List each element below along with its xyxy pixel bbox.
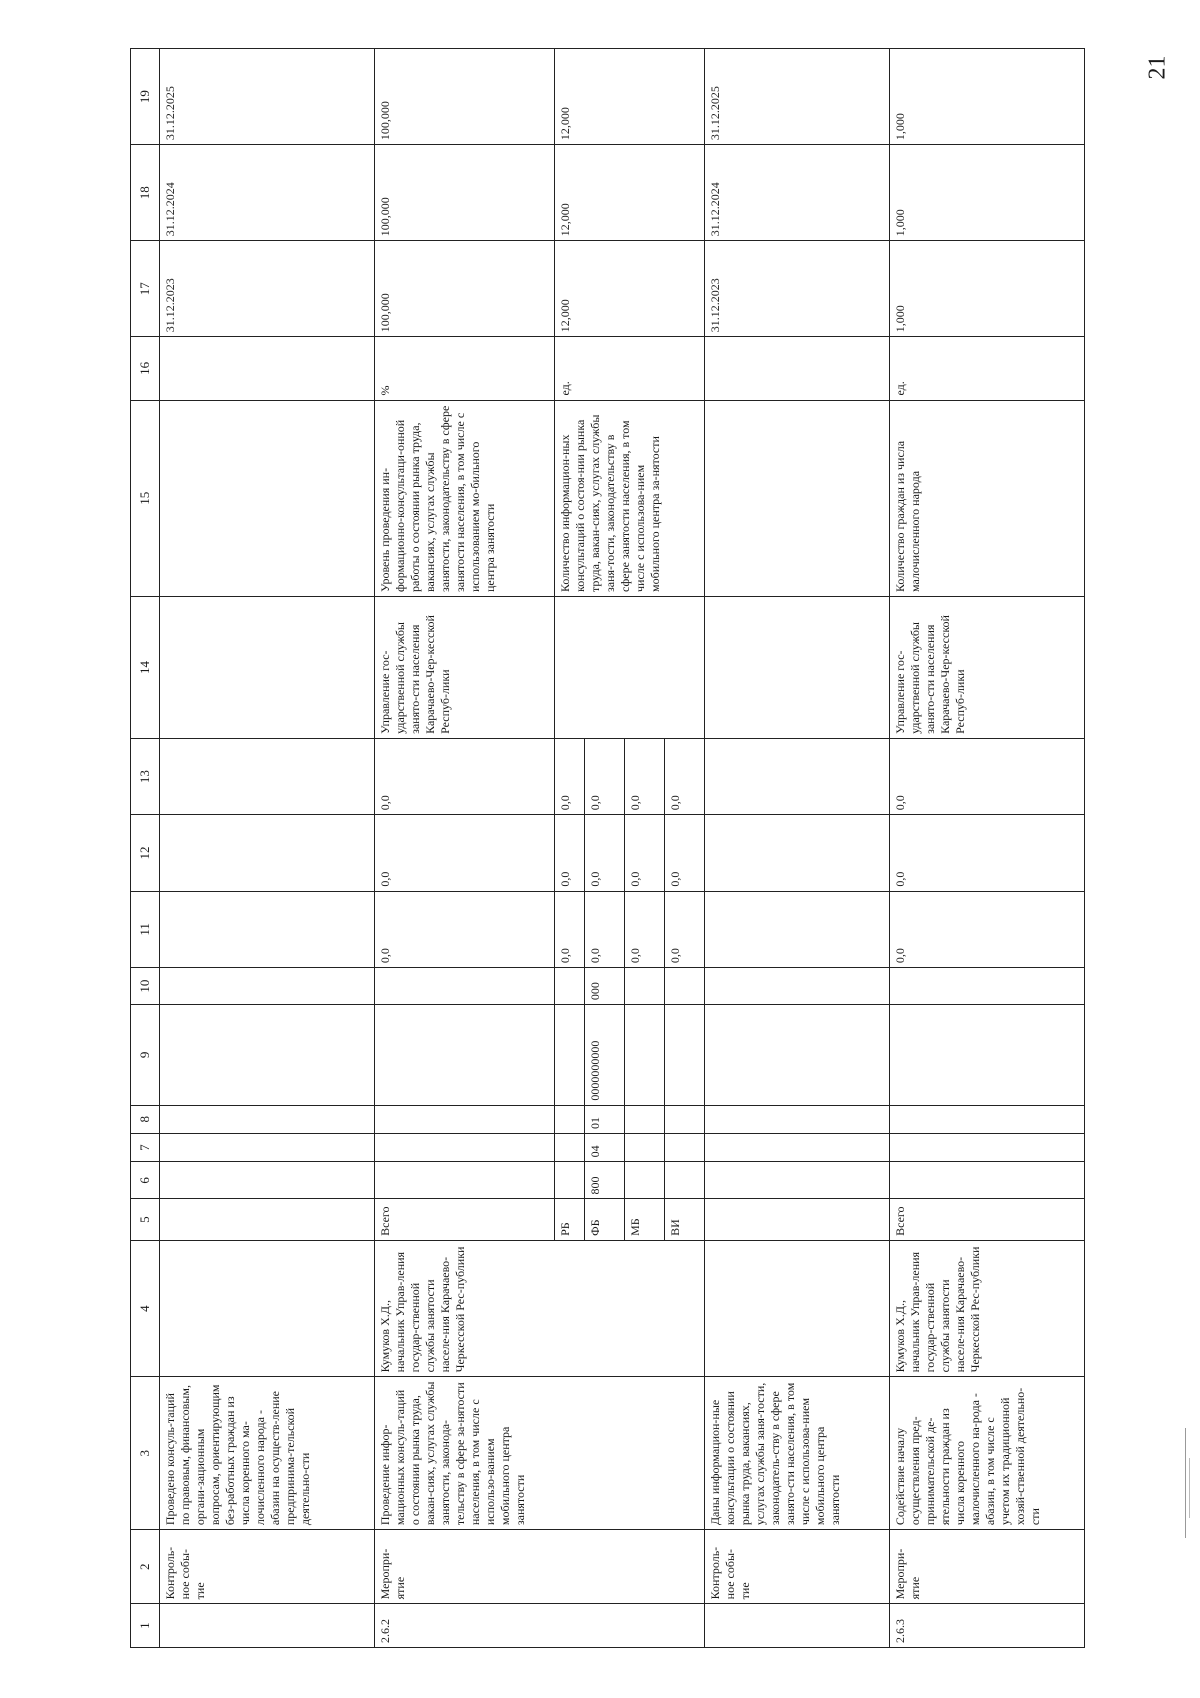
unit: ед. xyxy=(890,337,1085,400)
header-cell: 7 xyxy=(131,1133,160,1161)
value-cell: 0,0 xyxy=(585,738,625,814)
value-cell: 0,0 xyxy=(555,738,585,814)
code-cell: 800 xyxy=(585,1162,625,1199)
header-cell: 18 xyxy=(131,145,160,241)
date-cell: 31.12.2023 xyxy=(160,241,375,337)
rotated-table-container xyxy=(130,48,1080,1648)
row-name: Содействие началу осуществления пред-принимательской де-ятельности граждан из числа коренного малочисленного на-рода - абазин, в том числе с учетом их традиционной хозяй-ственной деятельно-сти xyxy=(890,1377,1085,1530)
value-cell: 12,000 xyxy=(555,241,705,337)
code-cell: 000 xyxy=(585,968,625,1005)
value-cell: 0,0 xyxy=(625,891,665,967)
row-name: Даны информацион-ные консультации о состоянии рынка труда, вакансиях, услугах службы заня-тости, законодатель-ству в сфере занято-сти населения, в том числе с использова-нием мобильного центра занятости xyxy=(705,1377,890,1530)
row-name: Проведено консуль-таций по правовым, финансовым, органи-зационным вопросам, ориентирующим без-работных граждан из числа коренного ма-лочисленного народа - абазин на осуществ-ление предпринима-тельской деятельно-сти xyxy=(160,1377,375,1530)
header-row xyxy=(131,49,160,1648)
value-cell: 0,0 xyxy=(585,815,625,891)
header-cell: 14 xyxy=(131,597,160,739)
date-cell: 31.12.2024 xyxy=(705,145,890,241)
indicator-name: Количество граждан из числа малочисленного народа xyxy=(890,400,1085,596)
executor: Управление гос-ударственной службы занято-сти населения Карачаево-Чер-кесской Респуб-лики xyxy=(375,597,555,739)
code-cell: 04 xyxy=(585,1133,625,1161)
indicator-name: Количество информацион-ных консультаций о состоя-нии рынка труда, вакан-сиях, услугах службы заня-тости, законодательству в сфере занятости населения, в том числе с использова-нием мобильного центра за-нятости xyxy=(555,400,705,596)
value-cell: 1,000 xyxy=(890,241,1085,337)
value-cell: 0,0 xyxy=(665,891,705,967)
value-cell: 0,0 xyxy=(375,738,555,814)
code-cell: 0000000000 xyxy=(585,1005,625,1105)
row-number: 2.6.3 xyxy=(890,1604,1085,1648)
scan-edge-mark xyxy=(1185,1428,1188,1538)
date-cell: 31.12.2025 xyxy=(705,49,890,145)
row-type: Контроль-ное собы-тие xyxy=(705,1530,890,1604)
value-cell: 0,0 xyxy=(375,815,555,891)
header-cell: 2 xyxy=(131,1530,160,1604)
value-cell: 0,0 xyxy=(625,815,665,891)
header-cell: 19 xyxy=(131,49,160,145)
value-cell: 0,0 xyxy=(375,891,555,967)
header-cell: 10 xyxy=(131,968,160,1005)
header-cell: 12 xyxy=(131,815,160,891)
row-number: 2.6.2 xyxy=(375,1604,705,1648)
value-cell: 0,0 xyxy=(665,738,705,814)
value-cell: 0,0 xyxy=(555,891,585,967)
header-cell: 5 xyxy=(131,1199,160,1240)
header-cell: 13 xyxy=(131,738,160,814)
row-type: Меропри-ятие xyxy=(375,1530,705,1604)
funding-source: Всего xyxy=(375,1199,555,1240)
row-type: Меропри-ятие xyxy=(890,1530,1085,1604)
table-row xyxy=(375,49,555,1648)
funding-source: МБ xyxy=(625,1199,665,1240)
header-cell: 9 xyxy=(131,1005,160,1105)
value-cell: 0,0 xyxy=(585,891,625,967)
table-row xyxy=(890,49,1085,1648)
header-cell: 11 xyxy=(131,891,160,967)
funding-source: РБ xyxy=(555,1199,585,1240)
page-number: 21 xyxy=(1144,55,1171,80)
header-cell: 6 xyxy=(131,1162,160,1199)
date-cell: 31.12.2024 xyxy=(160,145,375,241)
funding-source: ФБ xyxy=(585,1199,625,1240)
header-cell: 17 xyxy=(131,241,160,337)
scan-edge-mark xyxy=(1189,1458,1192,1518)
header-cell: 1 xyxy=(131,1604,160,1648)
header-cell: 3 xyxy=(131,1377,160,1530)
value-cell: 0,0 xyxy=(890,738,1085,814)
header-cell: 16 xyxy=(131,337,160,400)
value-cell: 0,0 xyxy=(555,815,585,891)
value-cell: 0,0 xyxy=(665,815,705,891)
plan-table xyxy=(130,48,1085,1648)
date-cell: 31.12.2025 xyxy=(160,49,375,145)
value-cell: 0,0 xyxy=(625,738,665,814)
row-type: Контроль-ное собы-тие xyxy=(160,1530,375,1604)
value-cell: 100,000 xyxy=(375,49,555,145)
value-cell: 12,000 xyxy=(555,145,705,241)
header-cell: 15 xyxy=(131,400,160,596)
row-name: Проведение инфор-мационных консуль-таций о состоянии рынка труда, вакан-сиях, услугах службы занятости, законода-тельству в сфере за-нятости населения, в том числе с использо-ванием мобильного центра занятости xyxy=(375,1377,705,1530)
responsible-person: Кумуков Х.Д., начальник Управ-ления государ-ственной службы занятости населе-ния Карачаево-Черкесской Рес-публики xyxy=(890,1240,1085,1376)
unit: ед. xyxy=(555,337,705,400)
table-row xyxy=(705,49,890,1648)
value-cell: 1,000 xyxy=(890,145,1085,241)
header-cell: 4 xyxy=(131,1240,160,1376)
value-cell: 0,0 xyxy=(890,815,1085,891)
indicator-name: Уровень проведения ин-формационно-консультаци-онной работы о состоянии рынка труда, вакансиях, услугах службы занятости, законодательству в сфере занятости населения, в том числе с использованием мо-бильного центра занятости xyxy=(375,400,555,596)
table-row xyxy=(160,49,375,1648)
funding-source: Всего xyxy=(890,1199,1085,1240)
unit: % xyxy=(375,337,555,400)
date-cell: 31.12.2023 xyxy=(705,241,890,337)
header-cell: 8 xyxy=(131,1105,160,1133)
value-cell: 1,000 xyxy=(890,49,1085,145)
executor: Управление гос-ударственной службы занято-сти населения Карачаево-Чер-кесской Респуб-лики xyxy=(890,597,1085,739)
value-cell: 100,000 xyxy=(375,241,555,337)
value-cell: 100,000 xyxy=(375,145,555,241)
value-cell: 12,000 xyxy=(555,49,705,145)
funding-source: ВИ xyxy=(665,1199,705,1240)
responsible-person: Кумуков Х.Д., начальник Управ-ления государ-ственной службы занятости населе-ния Карачаево-Черкесской Рес-публики xyxy=(375,1240,705,1376)
value-cell: 0,0 xyxy=(890,891,1085,967)
code-cell: 01 xyxy=(585,1105,625,1133)
